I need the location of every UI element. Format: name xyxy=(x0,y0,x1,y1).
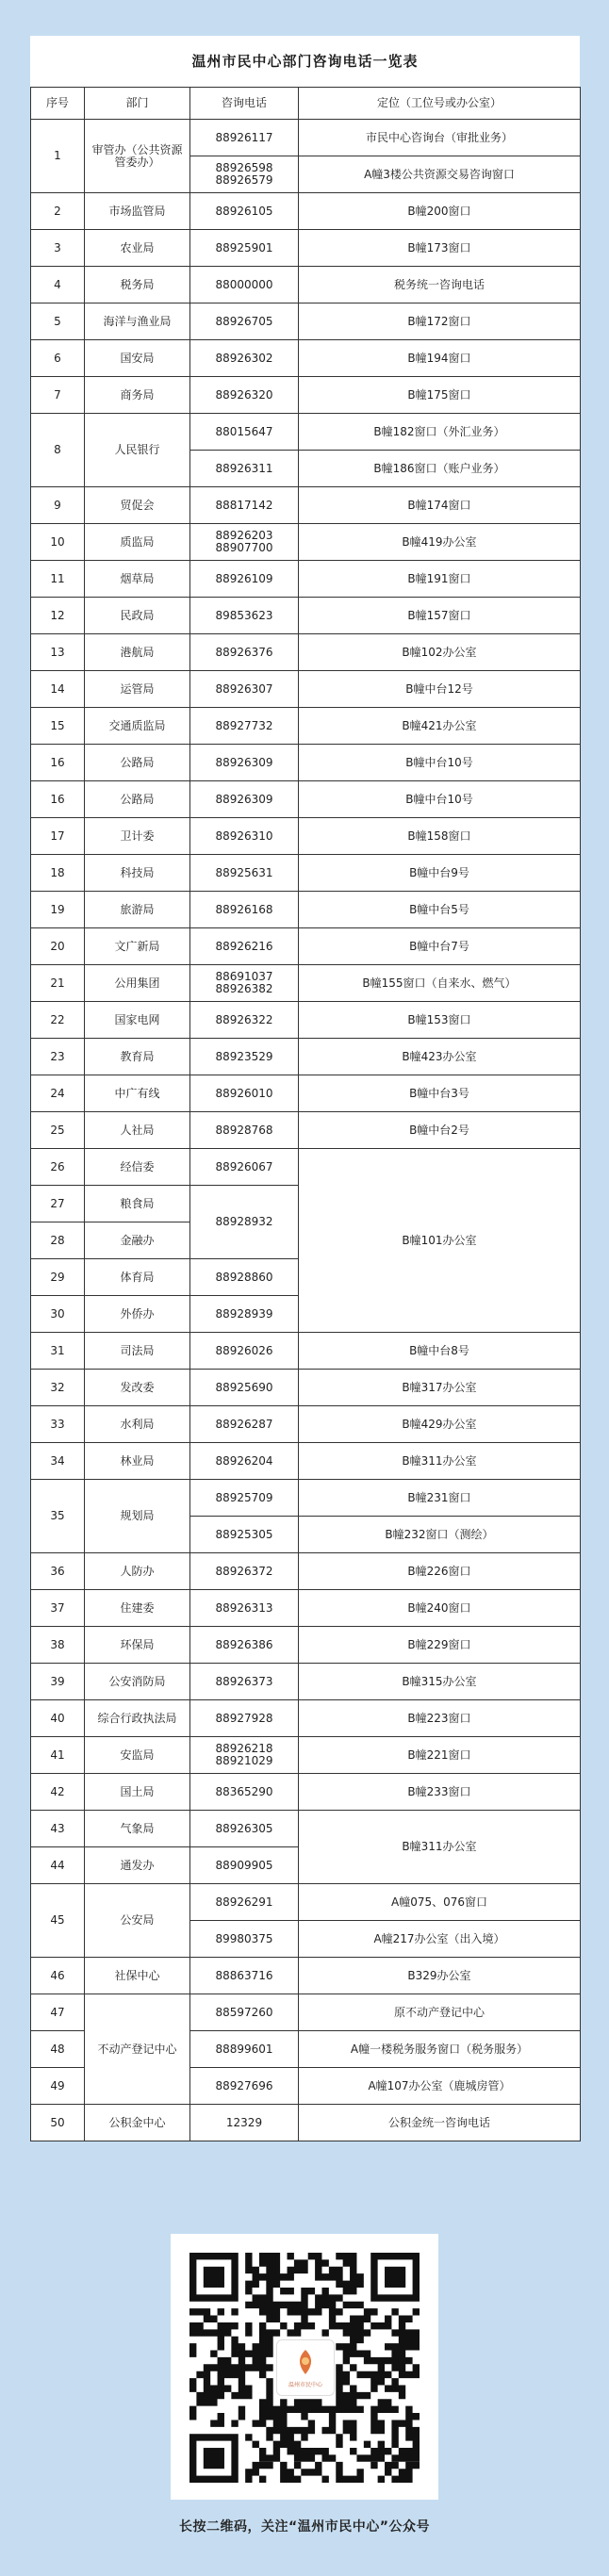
table-row xyxy=(31,377,581,414)
table-cell: A幢3楼公共资源交易咨询窗口 xyxy=(299,156,581,193)
table-cell: 安监局 xyxy=(85,1737,190,1774)
table-cell: 88926203 88907700 xyxy=(190,524,299,561)
table-cell: 公安消防局 xyxy=(85,1664,190,1700)
table-cell: 88928932 xyxy=(190,1186,299,1259)
qr-finder-pattern xyxy=(370,2253,420,2302)
table-row xyxy=(31,340,581,377)
table-cell: 国安局 xyxy=(85,340,190,377)
table-cell: 47 xyxy=(31,1994,85,2031)
table-cell: B幢421办公室 xyxy=(299,708,581,745)
table-cell: 88925901 xyxy=(190,230,299,267)
table-cell: 88926705 xyxy=(190,304,299,340)
table-cell: 89980375 xyxy=(190,1921,299,1958)
table-cell: B幢中台2号 xyxy=(299,1112,581,1149)
table-cell: 41 xyxy=(31,1737,85,1774)
table-cell: 88926117 xyxy=(190,120,299,156)
table-row xyxy=(31,598,581,634)
table-cell: B幢102办公室 xyxy=(299,634,581,671)
table-cell: 27 xyxy=(31,1186,85,1222)
table-cell: B幢155窗口（自来水、燃气） xyxy=(299,965,581,1002)
header-index: 序号 xyxy=(31,88,85,120)
table-row xyxy=(31,1590,581,1627)
citizen-center-logo-icon xyxy=(296,2348,315,2376)
table-body xyxy=(31,120,581,2141)
table-cell: 88926305 xyxy=(190,1811,299,1847)
table-cell: 88926376 xyxy=(190,634,299,671)
table-cell: 科技局 xyxy=(85,855,190,892)
table-cell: 体育局 xyxy=(85,1259,190,1296)
table-cell: B幢中台10号 xyxy=(299,745,581,781)
table-cell: 88926067 xyxy=(190,1149,299,1186)
table-cell: B幢中台5号 xyxy=(299,892,581,928)
table-cell: B幢231窗口 xyxy=(299,1480,581,1517)
table-row xyxy=(31,1149,581,1186)
table-cell: B幢中台3号 xyxy=(299,1075,581,1112)
header-location: 定位（工位号或办公室） xyxy=(299,88,581,120)
table-cell: 88817142 xyxy=(190,487,299,524)
table-cell: 39 xyxy=(31,1664,85,1700)
table-row xyxy=(31,193,581,230)
table-cell: 88926309 xyxy=(190,781,299,818)
table-cell: 88926026 xyxy=(190,1333,299,1370)
table-cell: 88365290 xyxy=(190,1774,299,1811)
table-cell: 88909905 xyxy=(190,1847,299,1884)
table-cell: 公用集团 xyxy=(85,965,190,1002)
table-cell: 88926313 xyxy=(190,1590,299,1627)
table-cell: 6 xyxy=(31,340,85,377)
table-cell: B幢157窗口 xyxy=(299,598,581,634)
table-row xyxy=(31,1958,581,1994)
table-cell: B幢172窗口 xyxy=(299,304,581,340)
table-row xyxy=(31,745,581,781)
table-cell: 29 xyxy=(31,1259,85,1296)
table-row xyxy=(31,818,581,855)
table-cell: 38 xyxy=(31,1627,85,1664)
table-cell: 交通质监局 xyxy=(85,708,190,745)
table-cell: 9 xyxy=(31,487,85,524)
table-cell: 质监局 xyxy=(85,524,190,561)
table-cell: A幢075、076窗口 xyxy=(299,1884,581,1921)
qr-code-card xyxy=(171,2234,438,2500)
table-row xyxy=(31,855,581,892)
table-cell: 不动产登记中心 xyxy=(85,1994,190,2105)
table-cell: B幢153窗口 xyxy=(299,1002,581,1039)
table-cell: 88926204 xyxy=(190,1443,299,1480)
table-cell: 贸促会 xyxy=(85,487,190,524)
table-header-row xyxy=(31,88,581,120)
table-cell: 外侨办 xyxy=(85,1296,190,1333)
table-cell: 88926109 xyxy=(190,561,299,598)
table-cell: 33 xyxy=(31,1406,85,1443)
table-row xyxy=(31,708,581,745)
table-cell: 88925690 xyxy=(190,1370,299,1406)
table-cell: 88926311 xyxy=(190,451,299,487)
table-cell: 37 xyxy=(31,1590,85,1627)
table-cell: 88928939 xyxy=(190,1296,299,1333)
table-cell: 30 xyxy=(31,1296,85,1333)
table-cell: 88926598 88926579 xyxy=(190,156,299,193)
table-cell: 34 xyxy=(31,1443,85,1480)
table-cell: 16 xyxy=(31,781,85,818)
table-cell: 88015647 xyxy=(190,414,299,451)
table-cell: 审管办（公共资源管委办） xyxy=(85,120,190,193)
table-cell: 88926307 xyxy=(190,671,299,708)
table-cell: B幢200窗口 xyxy=(299,193,581,230)
table-cell: B329办公室 xyxy=(299,1958,581,1994)
table-row xyxy=(31,1700,581,1737)
table-cell: 气象局 xyxy=(85,1811,190,1847)
table-cell: 31 xyxy=(31,1333,85,1370)
table-row xyxy=(31,1002,581,1039)
table-cell: 人民银行 xyxy=(85,414,190,487)
table-cell: 88925631 xyxy=(190,855,299,892)
table-cell: 18 xyxy=(31,855,85,892)
table-cell: 税务统一咨询电话 xyxy=(299,267,581,304)
table-cell: 88899601 xyxy=(190,2031,299,2068)
table-row xyxy=(31,1774,581,1811)
table-cell: 13 xyxy=(31,634,85,671)
table-row xyxy=(31,928,581,965)
table-cell: 林业局 xyxy=(85,1443,190,1480)
table-cell: B幢317办公室 xyxy=(299,1370,581,1406)
table-cell: 社保中心 xyxy=(85,1958,190,1994)
table-row xyxy=(31,1406,581,1443)
table-cell: 40 xyxy=(31,1700,85,1737)
table-cell: 农业局 xyxy=(85,230,190,267)
table-cell: 卫计委 xyxy=(85,818,190,855)
qr-finder-pattern xyxy=(189,2253,239,2302)
table-cell: 公安局 xyxy=(85,1884,190,1958)
table-cell: 88927696 xyxy=(190,2068,299,2105)
table-row xyxy=(31,1112,581,1149)
table-cell: 88926309 xyxy=(190,745,299,781)
table-cell: 49 xyxy=(31,2068,85,2105)
table-cell: 88926302 xyxy=(190,340,299,377)
table-cell: B幢194窗口 xyxy=(299,340,581,377)
table-cell: 50 xyxy=(31,2105,85,2141)
table-cell: B幢311办公室 xyxy=(299,1811,581,1884)
table-cell: 10 xyxy=(31,524,85,561)
table-cell: 水利局 xyxy=(85,1406,190,1443)
table-cell: 88926373 xyxy=(190,1664,299,1700)
table-cell: 11 xyxy=(31,561,85,598)
table-cell: 7 xyxy=(31,377,85,414)
table-row xyxy=(31,1443,581,1480)
table-cell: 运管局 xyxy=(85,671,190,708)
table-cell: 公积金统一咨询电话 xyxy=(299,2105,581,2141)
table-cell: 88926386 xyxy=(190,1627,299,1664)
table-cell: 港航局 xyxy=(85,634,190,671)
table-cell: 烟草局 xyxy=(85,561,190,598)
table-row xyxy=(31,1737,581,1774)
table-row xyxy=(31,561,581,598)
table-cell: 88000000 xyxy=(190,267,299,304)
table-cell: 文广新局 xyxy=(85,928,190,965)
table-cell: 25 xyxy=(31,1112,85,1149)
table-cell: B幢174窗口 xyxy=(299,487,581,524)
table-cell: B幢419办公室 xyxy=(299,524,581,561)
qr-logo-badge xyxy=(276,2339,335,2396)
table-cell: B幢中台10号 xyxy=(299,781,581,818)
table-cell: B幢423办公室 xyxy=(299,1039,581,1075)
table-cell: A幢217办公室（出入境） xyxy=(299,1921,581,1958)
table-cell: 88691037 88926382 xyxy=(190,965,299,1002)
table-cell: 16 xyxy=(31,745,85,781)
table-cell: 88923529 xyxy=(190,1039,299,1075)
table-cell: B幢中台12号 xyxy=(299,671,581,708)
table-cell: 环保局 xyxy=(85,1627,190,1664)
table-cell: 国家电网 xyxy=(85,1002,190,1039)
table-cell: 12329 xyxy=(190,2105,299,2141)
table-row xyxy=(31,267,581,304)
qr-logo-text: 温州市民中心 xyxy=(288,2382,322,2388)
table-cell: 17 xyxy=(31,818,85,855)
table-cell: 20 xyxy=(31,928,85,965)
table-cell: 司法局 xyxy=(85,1333,190,1370)
table-cell: 2 xyxy=(31,193,85,230)
table-row xyxy=(31,1994,581,2031)
table-cell: 公路局 xyxy=(85,781,190,818)
table-cell: B幢182窗口（外汇业务） xyxy=(299,414,581,451)
qr-finder-pattern xyxy=(189,2434,239,2483)
table-row xyxy=(31,1075,581,1112)
qr-caption: 长按二维码，关注“温州市民中心”公众号 xyxy=(179,2519,430,2535)
table-cell: B幢中台7号 xyxy=(299,928,581,965)
table-row xyxy=(31,965,581,1002)
table-cell: 88863716 xyxy=(190,1958,299,1994)
table-cell: 88925305 xyxy=(190,1517,299,1553)
table-cell: B幢158窗口 xyxy=(299,818,581,855)
table-cell: B幢315办公室 xyxy=(299,1664,581,1700)
table-cell: 12 xyxy=(31,598,85,634)
table-cell: 26 xyxy=(31,1149,85,1186)
table-cell: 88926372 xyxy=(190,1553,299,1590)
table-cell: 88928768 xyxy=(190,1112,299,1149)
table-cell: 住建委 xyxy=(85,1590,190,1627)
table-cell: 88926010 xyxy=(190,1075,299,1112)
table-cell: 人防办 xyxy=(85,1553,190,1590)
table-cell: 原不动产登记中心 xyxy=(299,1994,581,2031)
table-cell: 发改委 xyxy=(85,1370,190,1406)
table-cell: 8 xyxy=(31,414,85,487)
table-cell: 规划局 xyxy=(85,1480,190,1553)
table-cell: B幢226窗口 xyxy=(299,1553,581,1590)
table-row xyxy=(31,304,581,340)
table-row xyxy=(31,1480,581,1517)
table-cell: 民政局 xyxy=(85,598,190,634)
table-cell: 88926287 xyxy=(190,1406,299,1443)
table-row xyxy=(31,1627,581,1664)
table-cell: 金融办 xyxy=(85,1222,190,1259)
table-cell: 24 xyxy=(31,1075,85,1112)
table-cell: 21 xyxy=(31,965,85,1002)
table-row xyxy=(31,487,581,524)
table-row xyxy=(31,1664,581,1700)
table-row xyxy=(31,634,581,671)
table-cell: 4 xyxy=(31,267,85,304)
table-cell: 3 xyxy=(31,230,85,267)
table-cell: B幢175窗口 xyxy=(299,377,581,414)
table-cell: 19 xyxy=(31,892,85,928)
table-cell: B幢221窗口 xyxy=(299,1737,581,1774)
table-row xyxy=(31,1553,581,1590)
page-title: 温州市民中心部门咨询电话一览表 xyxy=(191,53,419,70)
table-cell: 市场监管局 xyxy=(85,193,190,230)
table-cell: 89853623 xyxy=(190,598,299,634)
table-cell: 88926216 xyxy=(190,928,299,965)
table-cell: 23 xyxy=(31,1039,85,1075)
table-cell: 中广有线 xyxy=(85,1075,190,1112)
table-cell: 88926291 xyxy=(190,1884,299,1921)
table-cell: 通发办 xyxy=(85,1847,190,1884)
table-cell: 88925709 xyxy=(190,1480,299,1517)
directory-table xyxy=(30,87,581,2141)
table-cell: B幢232窗口（测绘） xyxy=(299,1517,581,1553)
table-row xyxy=(31,781,581,818)
table-cell: 88926105 xyxy=(190,193,299,230)
table-cell: B幢233窗口 xyxy=(299,1774,581,1811)
table-cell: 综合行政执法局 xyxy=(85,1700,190,1737)
header-department: 部门 xyxy=(85,88,190,120)
table-cell: B幢101办公室 xyxy=(299,1149,581,1333)
table-cell: 88926322 xyxy=(190,1002,299,1039)
table-row xyxy=(31,671,581,708)
table-row xyxy=(31,1039,581,1075)
table-cell: 28 xyxy=(31,1222,85,1259)
table-row xyxy=(31,2105,581,2141)
table-cell: 海洋与渔业局 xyxy=(85,304,190,340)
table-cell: 35 xyxy=(31,1480,85,1553)
table-cell: 88926168 xyxy=(190,892,299,928)
header-phone: 咨询电话 xyxy=(190,88,299,120)
table-cell: 人社局 xyxy=(85,1112,190,1149)
table-cell: 市民中心咨询台（审批业务） xyxy=(299,120,581,156)
table-cell: 税务局 xyxy=(85,267,190,304)
table-cell: 14 xyxy=(31,671,85,708)
table-row xyxy=(31,892,581,928)
table-cell: 22 xyxy=(31,1002,85,1039)
table-cell: B幢429办公室 xyxy=(299,1406,581,1443)
table-cell: 88926310 xyxy=(190,818,299,855)
table-cell: 46 xyxy=(31,1958,85,1994)
table-row xyxy=(31,230,581,267)
table-cell: 88597260 xyxy=(190,1994,299,2031)
table-cell: 44 xyxy=(31,1847,85,1884)
table-cell: B幢中台8号 xyxy=(299,1333,581,1370)
table-cell: B幢173窗口 xyxy=(299,230,581,267)
table-cell: 88927928 xyxy=(190,1700,299,1737)
table-cell: 旅游局 xyxy=(85,892,190,928)
table-cell: 5 xyxy=(31,304,85,340)
table-row xyxy=(31,1370,581,1406)
table-cell: B幢中台9号 xyxy=(299,855,581,892)
table-cell: 36 xyxy=(31,1553,85,1590)
table-row xyxy=(31,120,581,156)
table-cell: 经信委 xyxy=(85,1149,190,1186)
table-cell: B幢186窗口（账户业务） xyxy=(299,451,581,487)
table-row xyxy=(31,1884,581,1921)
table-cell: B幢240窗口 xyxy=(299,1590,581,1627)
table-cell: 43 xyxy=(31,1811,85,1847)
table-cell: A幢一楼税务服务窗口（税务服务） xyxy=(299,2031,581,2068)
table-cell: B幢223窗口 xyxy=(299,1700,581,1737)
table-cell: 15 xyxy=(31,708,85,745)
table-cell: 国土局 xyxy=(85,1774,190,1811)
table-cell: 42 xyxy=(31,1774,85,1811)
table-cell: 88926320 xyxy=(190,377,299,414)
table-cell: A幢107办公室（鹿城房管） xyxy=(299,2068,581,2105)
table-cell: B幢191窗口 xyxy=(299,561,581,598)
table-cell: 公路局 xyxy=(85,745,190,781)
table-cell: 粮食局 xyxy=(85,1186,190,1222)
table-cell: 48 xyxy=(31,2031,85,2068)
table-row xyxy=(31,524,581,561)
table-cell: 88928860 xyxy=(190,1259,299,1296)
phone-directory-sheet xyxy=(30,36,580,2141)
table-row xyxy=(31,414,581,451)
table-cell: 88927732 xyxy=(190,708,299,745)
table-cell: 商务局 xyxy=(85,377,190,414)
table-cell: B幢311办公室 xyxy=(299,1443,581,1480)
table-cell: B幢229窗口 xyxy=(299,1627,581,1664)
table-cell: 1 xyxy=(31,120,85,193)
table-row xyxy=(31,1333,581,1370)
table-cell: 公积金中心 xyxy=(85,2105,190,2141)
table-cell: 88926218 88921029 xyxy=(190,1737,299,1774)
table-cell: 32 xyxy=(31,1370,85,1406)
table-row xyxy=(31,1811,581,1847)
table-cell: 教育局 xyxy=(85,1039,190,1075)
table-cell: 45 xyxy=(31,1884,85,1958)
